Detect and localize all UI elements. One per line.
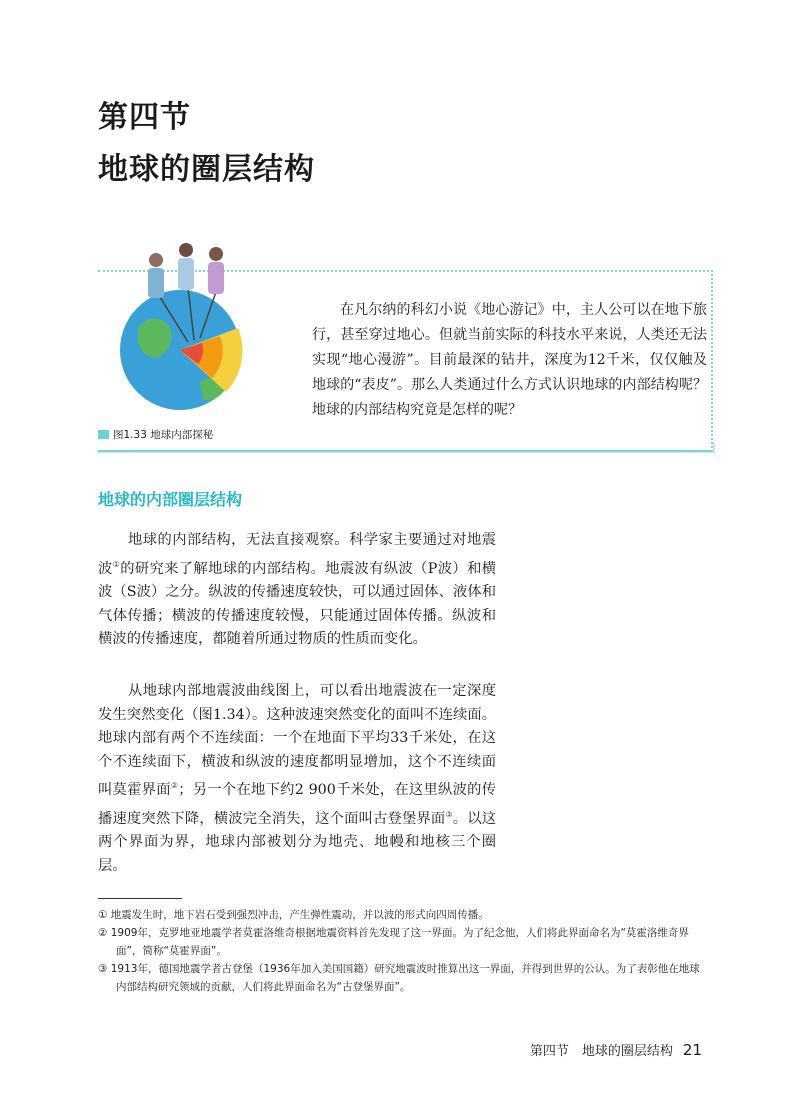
footnote-1: ① 地震发生时，地下岩石受到强烈冲击，产生弹性震动，并以波的形式向四周传播。: [98, 909, 489, 921]
section-heading: 地球的内部圈层结构: [98, 490, 243, 509]
caption-marker-icon: [98, 430, 109, 439]
p2-text-c: 。以这两个界面为界，地球内部被划分为地壳、地幔和地核三个圈层。: [98, 810, 497, 874]
footer-label: 第四节 地球的圈层结构: [529, 1044, 673, 1059]
p1-text-a: 地球的内部结构，无法直接观察。科学家主要通过对地震波: [98, 532, 496, 577]
p2-text-b: ；另一个在地下约2 900千米处，在这里纵波的传播速度突然下降，横波完全消失，这个面叫古登堡界面: [98, 782, 497, 827]
footnote-divider: [98, 898, 182, 899]
p1-text-b: 的研究来了解地球的内部结构。地震波有纵波（P波）和横波（S波）之分。纵波的传播速度较快，可以通过固体、液体和气体传播；横波的传播速度较慢，只能通过固体传播。纵波和横波的传播速度，都随着所通过物质的性质而变化。: [98, 560, 497, 648]
page-number: 21: [682, 1041, 702, 1059]
earth-interior-illustration: [108, 232, 258, 418]
footnote-ref-2: ②: [170, 781, 179, 791]
page-title: 地球的圈层结构: [98, 152, 315, 187]
p2-text-a: 从地球内部地震波曲线图上，可以看出地震波在一定深度发生突然变化（图1.34）。这种波速突然变化的面叫不连续面。地球内部有两个不连续面：一个在地面下平均33千米处，在这个不连续面下，横波和纵波的速度都明显增加，这个不连续面叫莫霍界面: [98, 683, 496, 799]
page-footer: [530, 1040, 702, 1059]
intro-paragraph: 在凡尔纳的科幻小说《地心游记》中，主人公可以在地下旅行，甚至穿过地心。但就当前实际的科技水平来说，人类还无法实现“地心漫游”。目前最深的钻井，深度为12千米，仅仅触及地球的“表皮”。那么人类通过什么方式认识地球的内部结构呢？地球的内部结构究竟是怎样的呢？: [312, 302, 707, 418]
footnote-3: ③ 1913年，德国地震学者古登堡（1936年加入美国国籍）研究地震波时推算出这一界面，并得到世界的公认。为了表彰他在地球内部结构研究领域的贡献，人们将此界面命名为“古登堡界面”。: [98, 963, 700, 993]
person-figures: [148, 243, 224, 298]
figure-caption-text: 图1.33 地球内部探秘: [113, 429, 214, 441]
body-paragraph-1: [98, 529, 496, 652]
footnote-ref-1: ①: [112, 559, 121, 569]
section-number-title: 第四节: [98, 100, 191, 135]
footnote-ref-3: ③: [445, 809, 453, 819]
figure-caption: [98, 427, 213, 442]
footnote-2: ② 1909年，克罗地亚地震学者莫霍洛维奇根据地震资料首先发现了这一界面。为了纪念他，人们将此界面命名为“莫霍洛维奇界面”，简称“莫霍界面”。: [98, 927, 689, 957]
footnotes: [98, 906, 710, 996]
body-paragraph-2: [98, 680, 496, 878]
